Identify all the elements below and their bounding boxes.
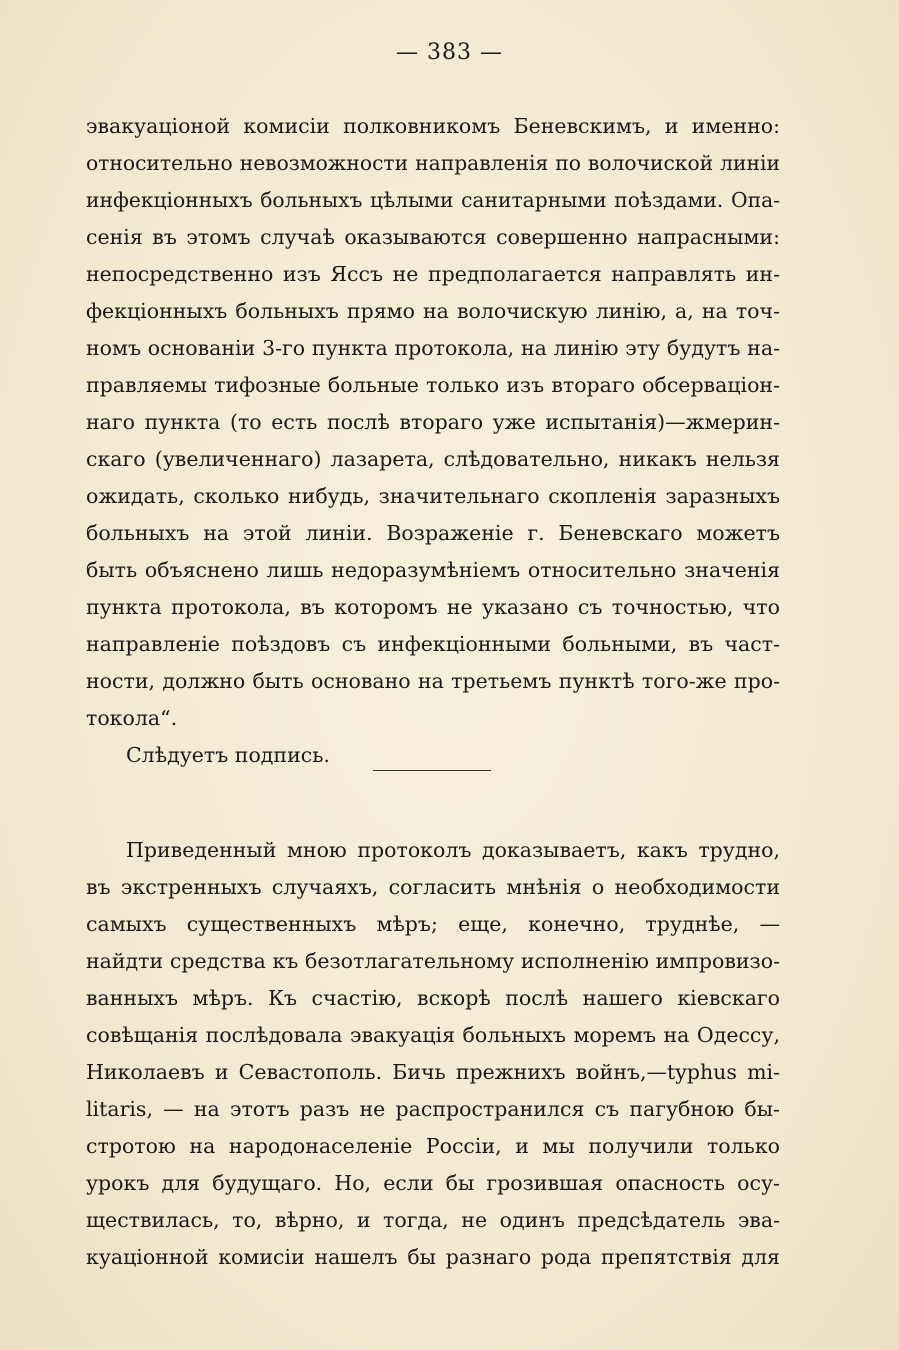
page-number: — 383 — (396, 40, 503, 65)
text-line: Приведенный мною протоколъ доказываетъ, какъ трудно, (126, 838, 780, 862)
text-line: ществилась, то, вѣрно, и тогда, не одинъ предсѣдатель эва- (86, 1208, 780, 1232)
text-line: правляемы тифозные больные только изъ втораго обсерваціон- (86, 373, 780, 397)
text-line: больныхъ на этой линіи. Возраженіе г. Беневскаго можетъ (86, 521, 780, 545)
text-line: инфекціонныхъ больныхъ цѣлыми санитарными поѣздами. Опа- (86, 188, 780, 212)
text-line: направленіе поѣздовъ съ инфекціонными больными, въ част- (86, 632, 780, 656)
text-line: куаціонной комисіи нашелъ бы разнаго рода препятствія для (86, 1245, 780, 1269)
text-line: токола“. (86, 706, 178, 730)
text-line: скаго (увеличеннаго) лазарета, слѣдовательно, никакъ нельзя (86, 447, 780, 471)
text-line: Николаевъ и Севастополь. Бичь прежнихъ войнъ,—typhus mi- (86, 1060, 780, 1084)
text-line: быть объяснено лишь недоразумѣніемъ относительно значенія (86, 558, 780, 582)
text-line: относительно невозможности направленія по волочиской линіи (86, 151, 780, 175)
text-line: найдти средства къ безотлагательному исполненію импровизо- (86, 949, 780, 973)
text-line: совѣщанія послѣдовала эвакуація больныхъ моремъ на Одессу, (86, 1023, 780, 1047)
signature-line: Слѣдуетъ подпись. (126, 743, 330, 767)
text-line: эвакуаціоной комисіи полковникомъ Беневскимъ, и именно: (86, 114, 780, 138)
text-line: фекціонныхъ больныхъ прямо на волочискую линію, а, на точ- (86, 299, 780, 323)
text-line: въ экстренныхъ случаяхъ, согласить мнѣнія о необходимости (86, 875, 780, 899)
text-line: самыхъ существенныхъ мѣръ; еще, конечно, труднѣе, — (86, 912, 780, 936)
text-line: наго пункта (то есть послѣ втораго уже испытанія)—жмерин- (86, 410, 780, 434)
text-line: ности, должно быть основано на третьемъ пунктѣ того-же про- (86, 669, 780, 693)
text-line: litaris, — на этотъ разъ не распространился съ пагубною бы- (86, 1097, 780, 1121)
text-line: пункта протокола, въ которомъ не указано съ точностью, что (86, 595, 780, 619)
text-line: непосредственно изъ Яссъ не предполагается направлять ин- (86, 262, 780, 286)
text-line: стротою на народонаселеніе Россіи, и мы получили только (86, 1134, 780, 1158)
text-line: номъ основаніи 3-го пункта протокола, на линію эту будутъ на- (86, 336, 780, 360)
text-line: ожидать, сколько нибудь, значительнаго скопленія заразныхъ (86, 484, 780, 508)
section-separator (373, 770, 491, 771)
text-line: ванныхъ мѣръ. Къ счастію, вскорѣ послѣ нашего кіевскаго (86, 986, 780, 1010)
text-line: сенія въ этомъ случаѣ оказываются совершенно напрасными: (86, 225, 780, 249)
text-line: урокъ для будущаго. Но, если бы грозившая опасность осу- (86, 1171, 780, 1195)
